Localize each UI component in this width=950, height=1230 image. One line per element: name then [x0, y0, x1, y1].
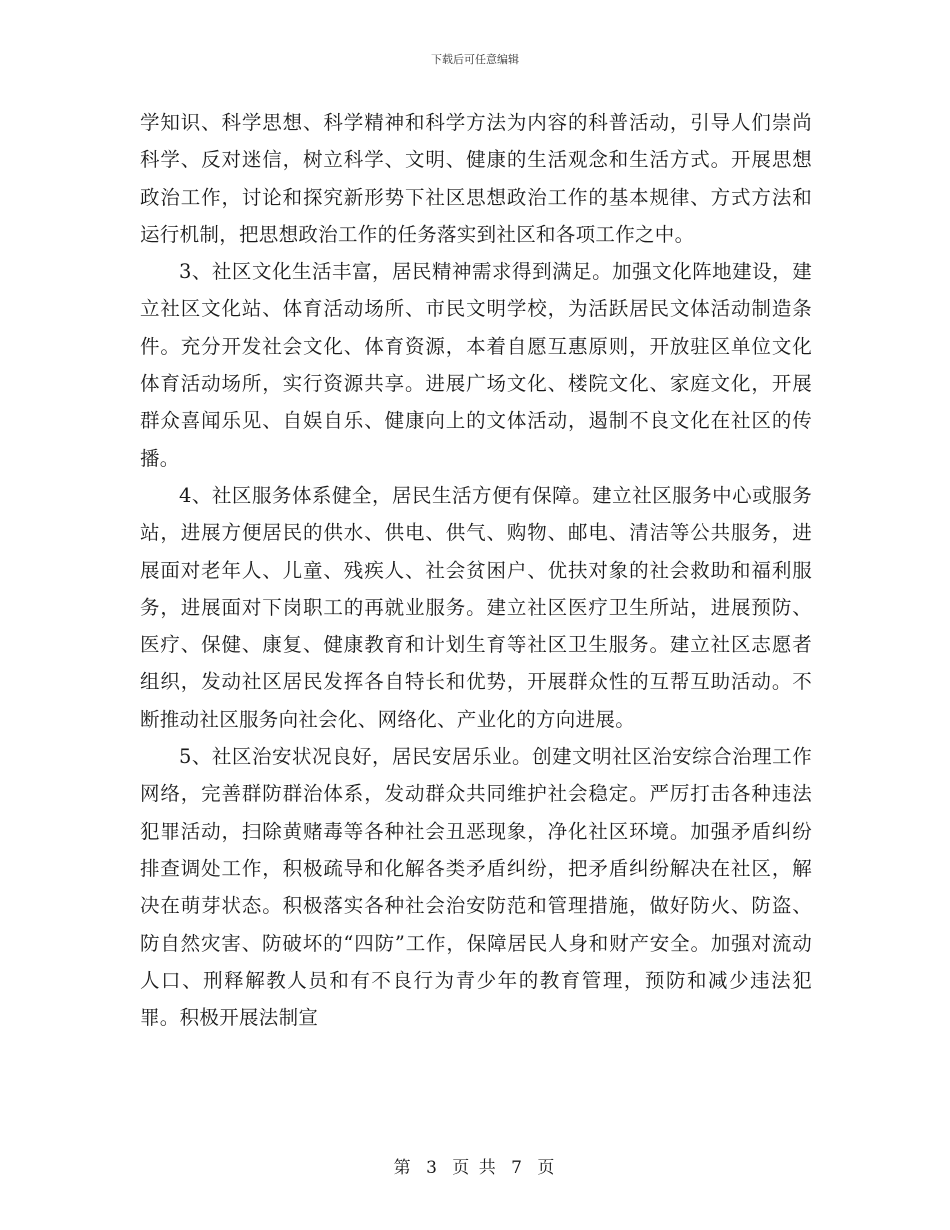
paragraph-culture: 3、社区文化生活丰富，居民精神需求得到满足。加强文化阵地建设，建立社区文化站、体育活动场所、市民文明学校，为活跃居民文体活动制造条件。充分开发社会文化、体育资源，本着自愿互惠原则，开放驻区单位文化体育活动场所，实行资源共享。进展广场文化、楼院文化、家庭文化，开展群众喜闻乐见、自娱自乐、健康向上的文体活动，遏制不良文化在社区的传播。	[140, 260, 812, 470]
paragraph-continuation: 学知识、科学思想、科学精神和科学方法为内容的科普活动，引导人们崇尚科学、反对迷信，树立科学、文明、健康的生活观念和生活方式。开展思想政治工作，讨论和探究新形势下社区思想政治工作的基本规律、方式方法和运行机制，把思想政治工作的任务落实到社区和各项工作之中。	[140, 111, 812, 246]
page-number-total: 7	[511, 1158, 524, 1178]
footer-suffix: 页	[537, 1158, 557, 1178]
page-number-current: 3	[426, 1158, 439, 1178]
page-footer	[0, 1153, 950, 1178]
footer-prefix: 第	[393, 1158, 413, 1178]
footer-middle: 页 共	[452, 1158, 498, 1178]
document-body	[140, 104, 812, 1036]
paragraph-security: 5、社区治安状况良好，居民安居乐业。创建文明社区治安综合治理工作网络，完善群防群治体系，发动群众共同维护社会稳定。严厉打击各种违法犯罪活动，扫除黄赌毒等各种社会丑恶现象，净化社区环境。加强矛盾纠纷排查调处工作，积极疏导和化解各类矛盾纠纷，把矛盾纠纷解决在社区，解决在萌芽状态。积极落实各种社会治安防范和管理措施，做好防火、防盗、防自然灾害、防破坏的“四防”工作，保障居民人身和财产安全。加强对流动人口、刑释解教人员和有不良行为青少年的教育管理，预防和减少违法犯罪。积极开展法制宣	[140, 745, 812, 1030]
paragraph-services: 4、社区服务体系健全，居民生活方便有保障。建立社区服务中心或服务站，进展方便居民的供水、供电、供气、购物、邮电、清洁等公共服务，进展面对老年人、儿童、残疾人、社会贫困户、优扶对象的社会救助和福利服务，进展面对下岗职工的再就业服务。建立社区医疗卫生所站，进展预防、医疗、保健、康复、健康教育和计划生育等社区卫生服务。建立社区志愿者组织，发动社区居民发挥各自特长和优势，开展群众性的互帮互助活动。不断推动社区服务向社会化、网络化、产业化的方向进展。	[140, 483, 812, 731]
page-header: 下载后可任意编辑	[431, 53, 519, 66]
